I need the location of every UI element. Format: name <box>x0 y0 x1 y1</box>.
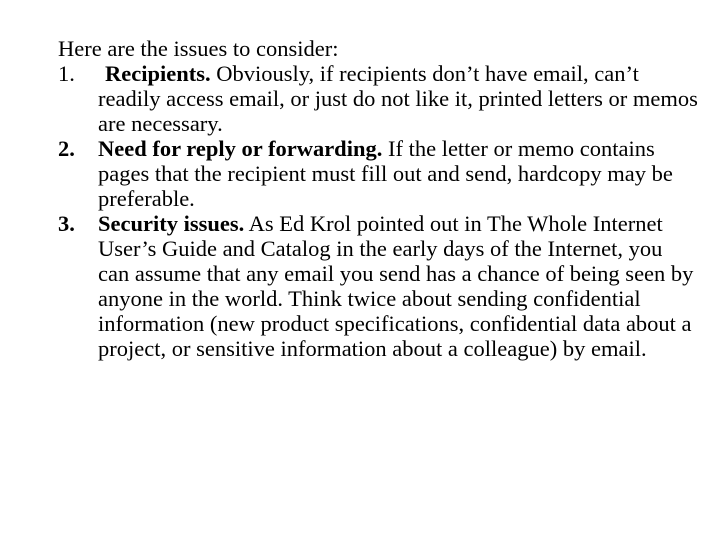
list-item <box>58 136 698 211</box>
item-number: 2. <box>58 136 75 161</box>
list-item <box>58 61 698 136</box>
item-number: 1. <box>58 61 75 86</box>
item-number: 3. <box>58 211 75 236</box>
item-heading: Recipients. <box>105 61 211 86</box>
issues-list <box>58 61 698 361</box>
item-heading: Need for reply or forwarding. <box>98 136 383 161</box>
item-body: Obviously, if recipients don’t have email, can’t readily access email, or just do not like it, printed letters or memos are necessary. <box>98 61 698 136</box>
item-heading: Security issues. <box>98 211 245 236</box>
item-body: If the letter or memo contains pages that the recipient must fill out and send, hardcopy may be preferable. <box>98 136 673 211</box>
list-item <box>58 211 698 361</box>
intro-text: Here are the issues to consider: <box>58 36 339 61</box>
item-body: As Ed Krol pointed out in The Whole Internet User’s Guide and Catalog in the early days of the Internet, you can assume that any email you send has a chance of being seen by anyone in the world. Think twice about sending confidential information (new product specifications, confidential data about a project, or sensitive information about a colleague) by email. <box>98 211 694 361</box>
slide-content <box>58 36 698 361</box>
